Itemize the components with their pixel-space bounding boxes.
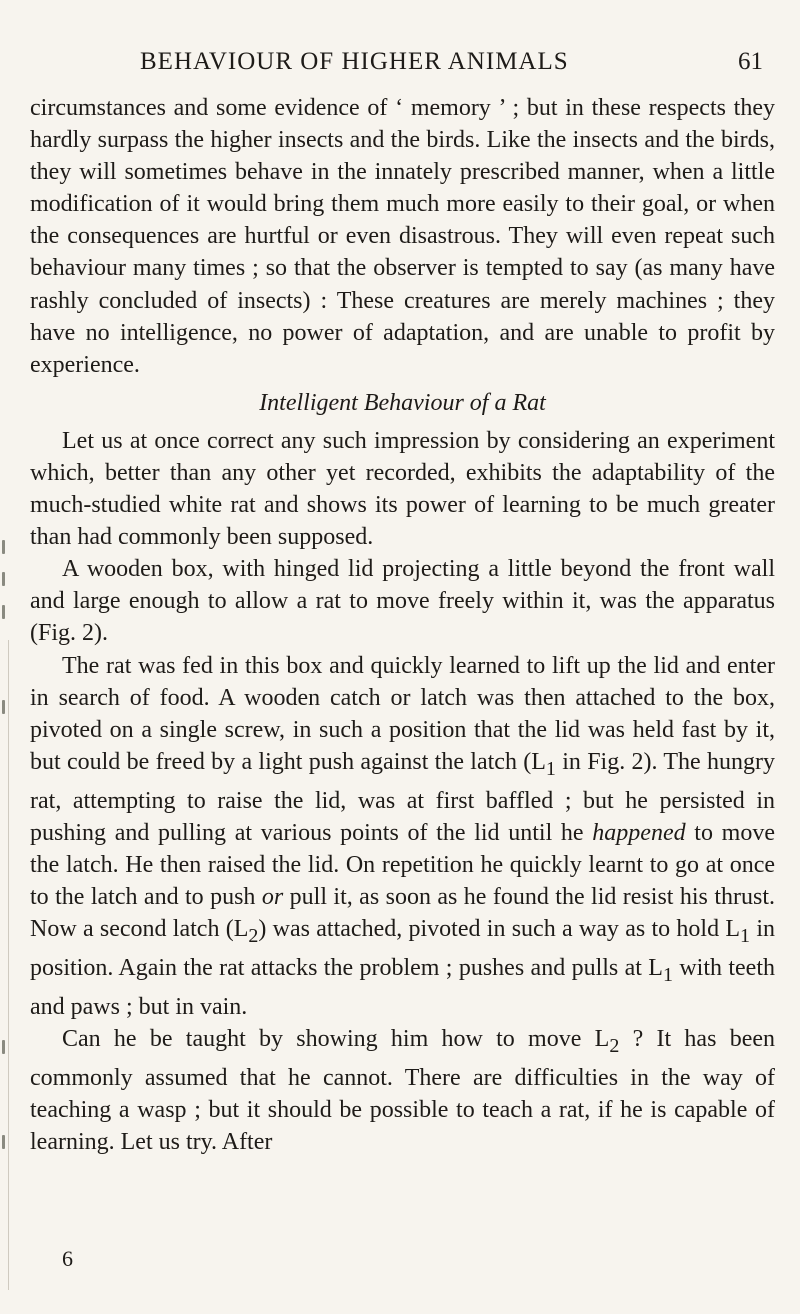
edge-mark [2, 1040, 5, 1054]
edge-mark [2, 572, 5, 586]
subscript: 2 [609, 1034, 620, 1057]
text-run: with teeth and paws ; but in vain. [30, 954, 775, 1020]
section-heading: Intelligent Behaviour of a Rat [259, 389, 546, 416]
edge-mark [2, 605, 5, 619]
emphasis: or [261, 883, 284, 910]
text-run: Can he be taught by showing him how to move L [62, 1025, 610, 1052]
paragraph [30, 1023, 775, 1158]
text-run: ? It has been commonly assumed that he cannot. There are difficulties in the way of teaching a wasp ; but it should be possible to teach a rat, if he is capable of learning. Let us try. After [30, 1025, 776, 1155]
subscript: 1 [740, 924, 751, 947]
body-text [30, 92, 775, 1158]
signature-mark: 6 [62, 1246, 73, 1271]
paragraph: Let us at once correct any such impression by considering an experiment which, better than any other yet recorded, exhibits the adaptability of the much-studied white rat and shows its power of learning to be much greater than had commonly been supposed. [30, 427, 775, 551]
page-number: 61 [738, 48, 763, 75]
emphasis: happened [592, 819, 686, 846]
edge-mark [2, 700, 5, 714]
subscript: 2 [248, 924, 259, 947]
paragraph: circumstances and some evidence of ‘ memory ’ ; but in these respects they hardly surpass the higher insects and the birds. Like the insects and the birds, they will sometimes behave in the innately prescribed manner, when a little modification of it would bring them much more easily to their goal, or when the consequences are hurtful or even disastrous. They will even repeat such behaviour many times ; so that the observer is tempted to say (as many have rashly concluded of insects) : These creatures are merely machines ; they have no intelligence, no power of adaptation, and are unable to profit by experience. [30, 95, 775, 378]
text-run: The rat was fed in this box and quickly learned to lift up the lid and enter in search of food. A wooden catch or latch was then attached to the box, pivoted on a single screw, in such a position that the lid was held fast by it, but could be freed by a light push against the latch (L [30, 652, 775, 775]
binding-edge [8, 640, 9, 1290]
text-run: pull it, as soon as he found the lid resist his thrust. Now a second latch (L [30, 883, 775, 943]
paragraph: A wooden box, with hinged lid projecting a little beyond the front wall and large enough to allow a rat to move freely within it, was the apparatus (Fig. 2). [30, 556, 775, 647]
text-run: to move the latch. He then raised the lid. On repetition he quickly learnt to go at once to the latch and to push [30, 819, 775, 910]
edge-mark [2, 540, 5, 554]
paragraph [30, 650, 775, 1023]
subscript: 1 [662, 963, 673, 986]
running-header: BEHAVIOUR OF HIGHER ANIMALS [140, 48, 569, 75]
text-run: ) was attached, pivoted in such a way as to hold L [258, 916, 741, 943]
text-run: in Fig. 2). The hungry rat, attempting to raise the lid, was at first baffled ; but he persisted in pushing and pulling at various points of the lid until he [30, 748, 775, 846]
text-run: in position. Again the rat attacks the problem ; pushes and pulls at L [30, 916, 775, 981]
subscript: 1 [545, 757, 556, 780]
edge-mark [2, 1135, 5, 1149]
